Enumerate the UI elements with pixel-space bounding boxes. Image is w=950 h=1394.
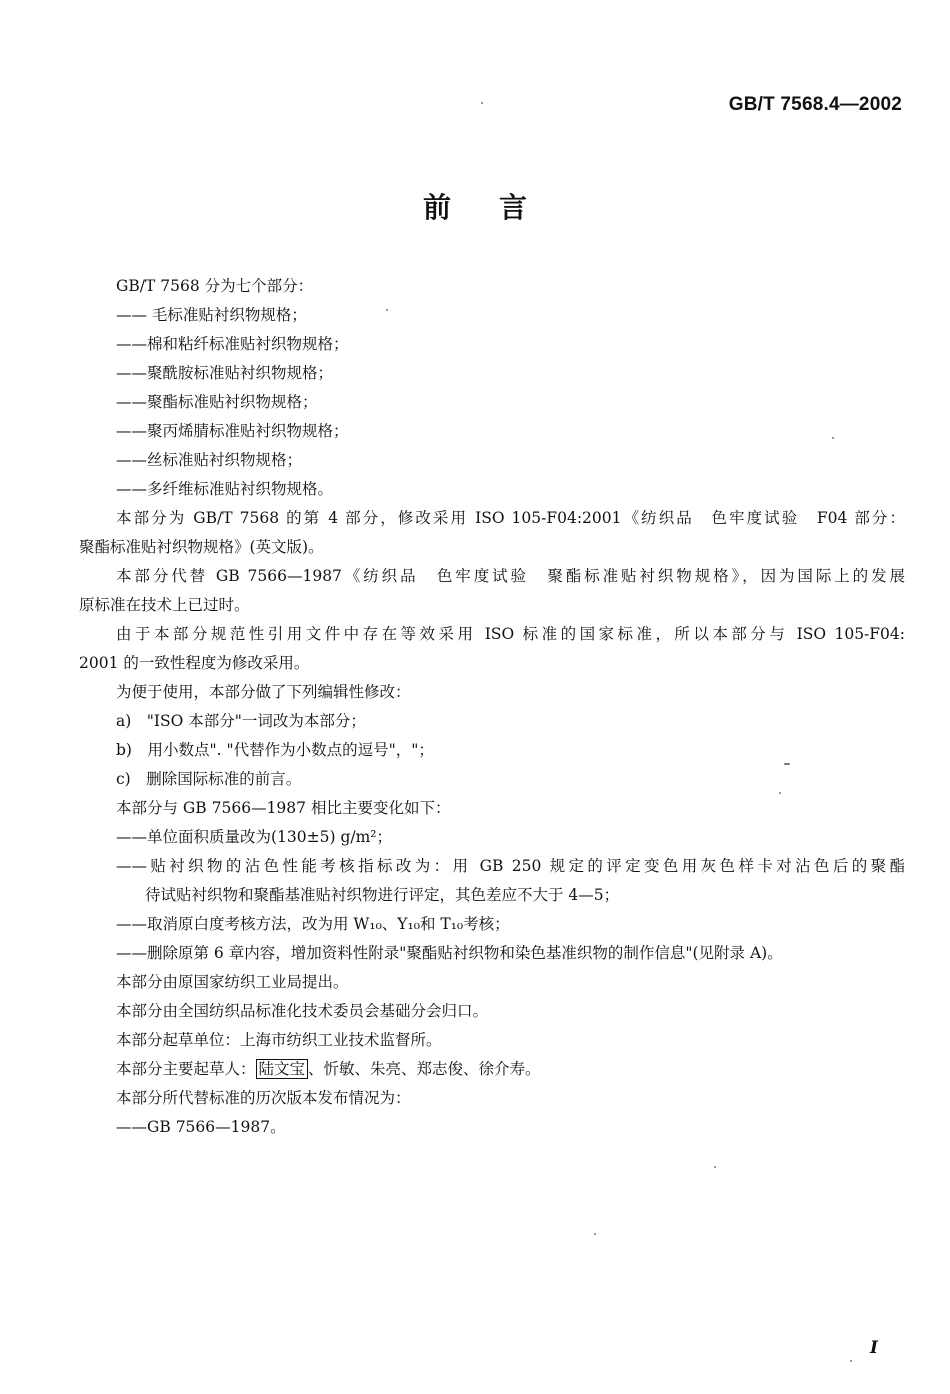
scan-speck: [832, 437, 834, 439]
drafter-highlighted: 陆文宝: [256, 1059, 309, 1079]
change-item: ——单位面积质量改为(130±5) g/m²；: [116, 828, 393, 846]
part-item: ——聚酰胺标准贴衬织物规格；: [116, 364, 334, 382]
part-item: —— 毛标准贴衬织物规格；: [116, 306, 307, 324]
history-intro: 本部分所代替标准的历次版本发布情况为：: [116, 1089, 411, 1107]
part-item: ——棉和粘纤标准贴衬织物规格；: [116, 335, 349, 353]
edit-item: c) 删除国际标准的前言。: [116, 770, 302, 788]
consistency-paragraph-line1: 由于本部分规范性引用文件中存在等效采用 ISO 标准的国家标准，所以本部分与 ISO 105-F04:: [116, 625, 905, 643]
scan-speck: [850, 1360, 852, 1362]
scan-speck: [481, 102, 483, 104]
adoption-paragraph-line1: 本部分为 GB/T 7568 的第 4 部分，修改采用 ISO 105-F04:2001《纺织品 色牢度试验 F04 部分：: [116, 509, 905, 527]
scan-speck: [594, 1233, 596, 1235]
change-item: ——取消原白度考核方法，改为用 W₁₀、Y₁₀和 T₁₀考核；: [116, 915, 510, 933]
page-title: 前言: [422, 191, 575, 224]
edit-intro: 为便于使用，本部分做了下列编辑性修改：: [116, 683, 411, 701]
drafters-prefix: 本部分主要起草人：: [116, 1060, 256, 1078]
page-number: I: [870, 1338, 878, 1358]
preface-body: [79, 272, 905, 1142]
history-item: ——GB 7566—1987。: [116, 1118, 286, 1136]
part-item: ——多纤维标准贴衬织物规格。: [116, 480, 334, 498]
part-item: ——丝标准贴衬织物规格；: [116, 451, 303, 469]
drafting-unit: 本部分起草单位：上海市纺织工业技术监督所。: [116, 1031, 442, 1049]
scan-speck: [784, 763, 790, 765]
consistency-paragraph-line2: 2001 的一致性程度为修改采用。: [79, 654, 310, 672]
change-item-continuation: 待试贴衬织物和聚酯基准贴衬织物进行评定，其色差应不大于 4—5；: [145, 886, 620, 904]
change-item: ——删除原第 6 章内容，增加资料性附录"聚酯贴衬织物和染色基准织物的制作信息"(见附录 A)。: [116, 944, 783, 962]
intro-text: GB/T 7568 分为七个部分：: [116, 277, 314, 295]
adoption-paragraph-line2: 聚酯标准贴衬织物规格》(英文版)。: [79, 538, 324, 556]
part-item: ——聚酯标准贴衬织物规格；: [116, 393, 318, 411]
scan-speck: [779, 792, 781, 794]
change-item: ——贴衬织物的沾色性能考核指标改为：用 GB 250 规定的评定变色用灰色样卡对沾色后的聚酯: [116, 857, 905, 875]
edit-item: a) "ISO 本部分"一词改为本部分；: [116, 712, 366, 730]
edit-item: b) 用小数点". "代替作为小数点的逗号"，"；: [116, 741, 434, 759]
part-item: ——聚丙烯腈标准贴衬织物规格；: [116, 422, 349, 440]
scan-speck: [386, 309, 388, 311]
drafters-line: [79, 1055, 905, 1084]
drafters-rest: 、忻敏、朱亮、郑志俊、徐介寿。: [308, 1060, 541, 1078]
proposed-by: 本部分由原国家纺织工业局提出。: [116, 973, 349, 991]
scan-speck: [714, 1166, 716, 1168]
replacement-paragraph-line2: 原标准在技术上已过时。: [79, 596, 250, 614]
changes-intro: 本部分与 GB 7566—1987 相比主要变化如下：: [116, 799, 451, 817]
centralized-by: 本部分由全国纺织品标准化技术委员会基础分会归口。: [116, 1002, 489, 1020]
standard-code: GB/T 7568.4—2002: [728, 94, 902, 115]
replacement-paragraph-line1: 本部分代替 GB 7566—1987《纺织品 色牢度试验 聚酯标准贴衬织物规格》，因为国际上的发展: [116, 567, 905, 585]
